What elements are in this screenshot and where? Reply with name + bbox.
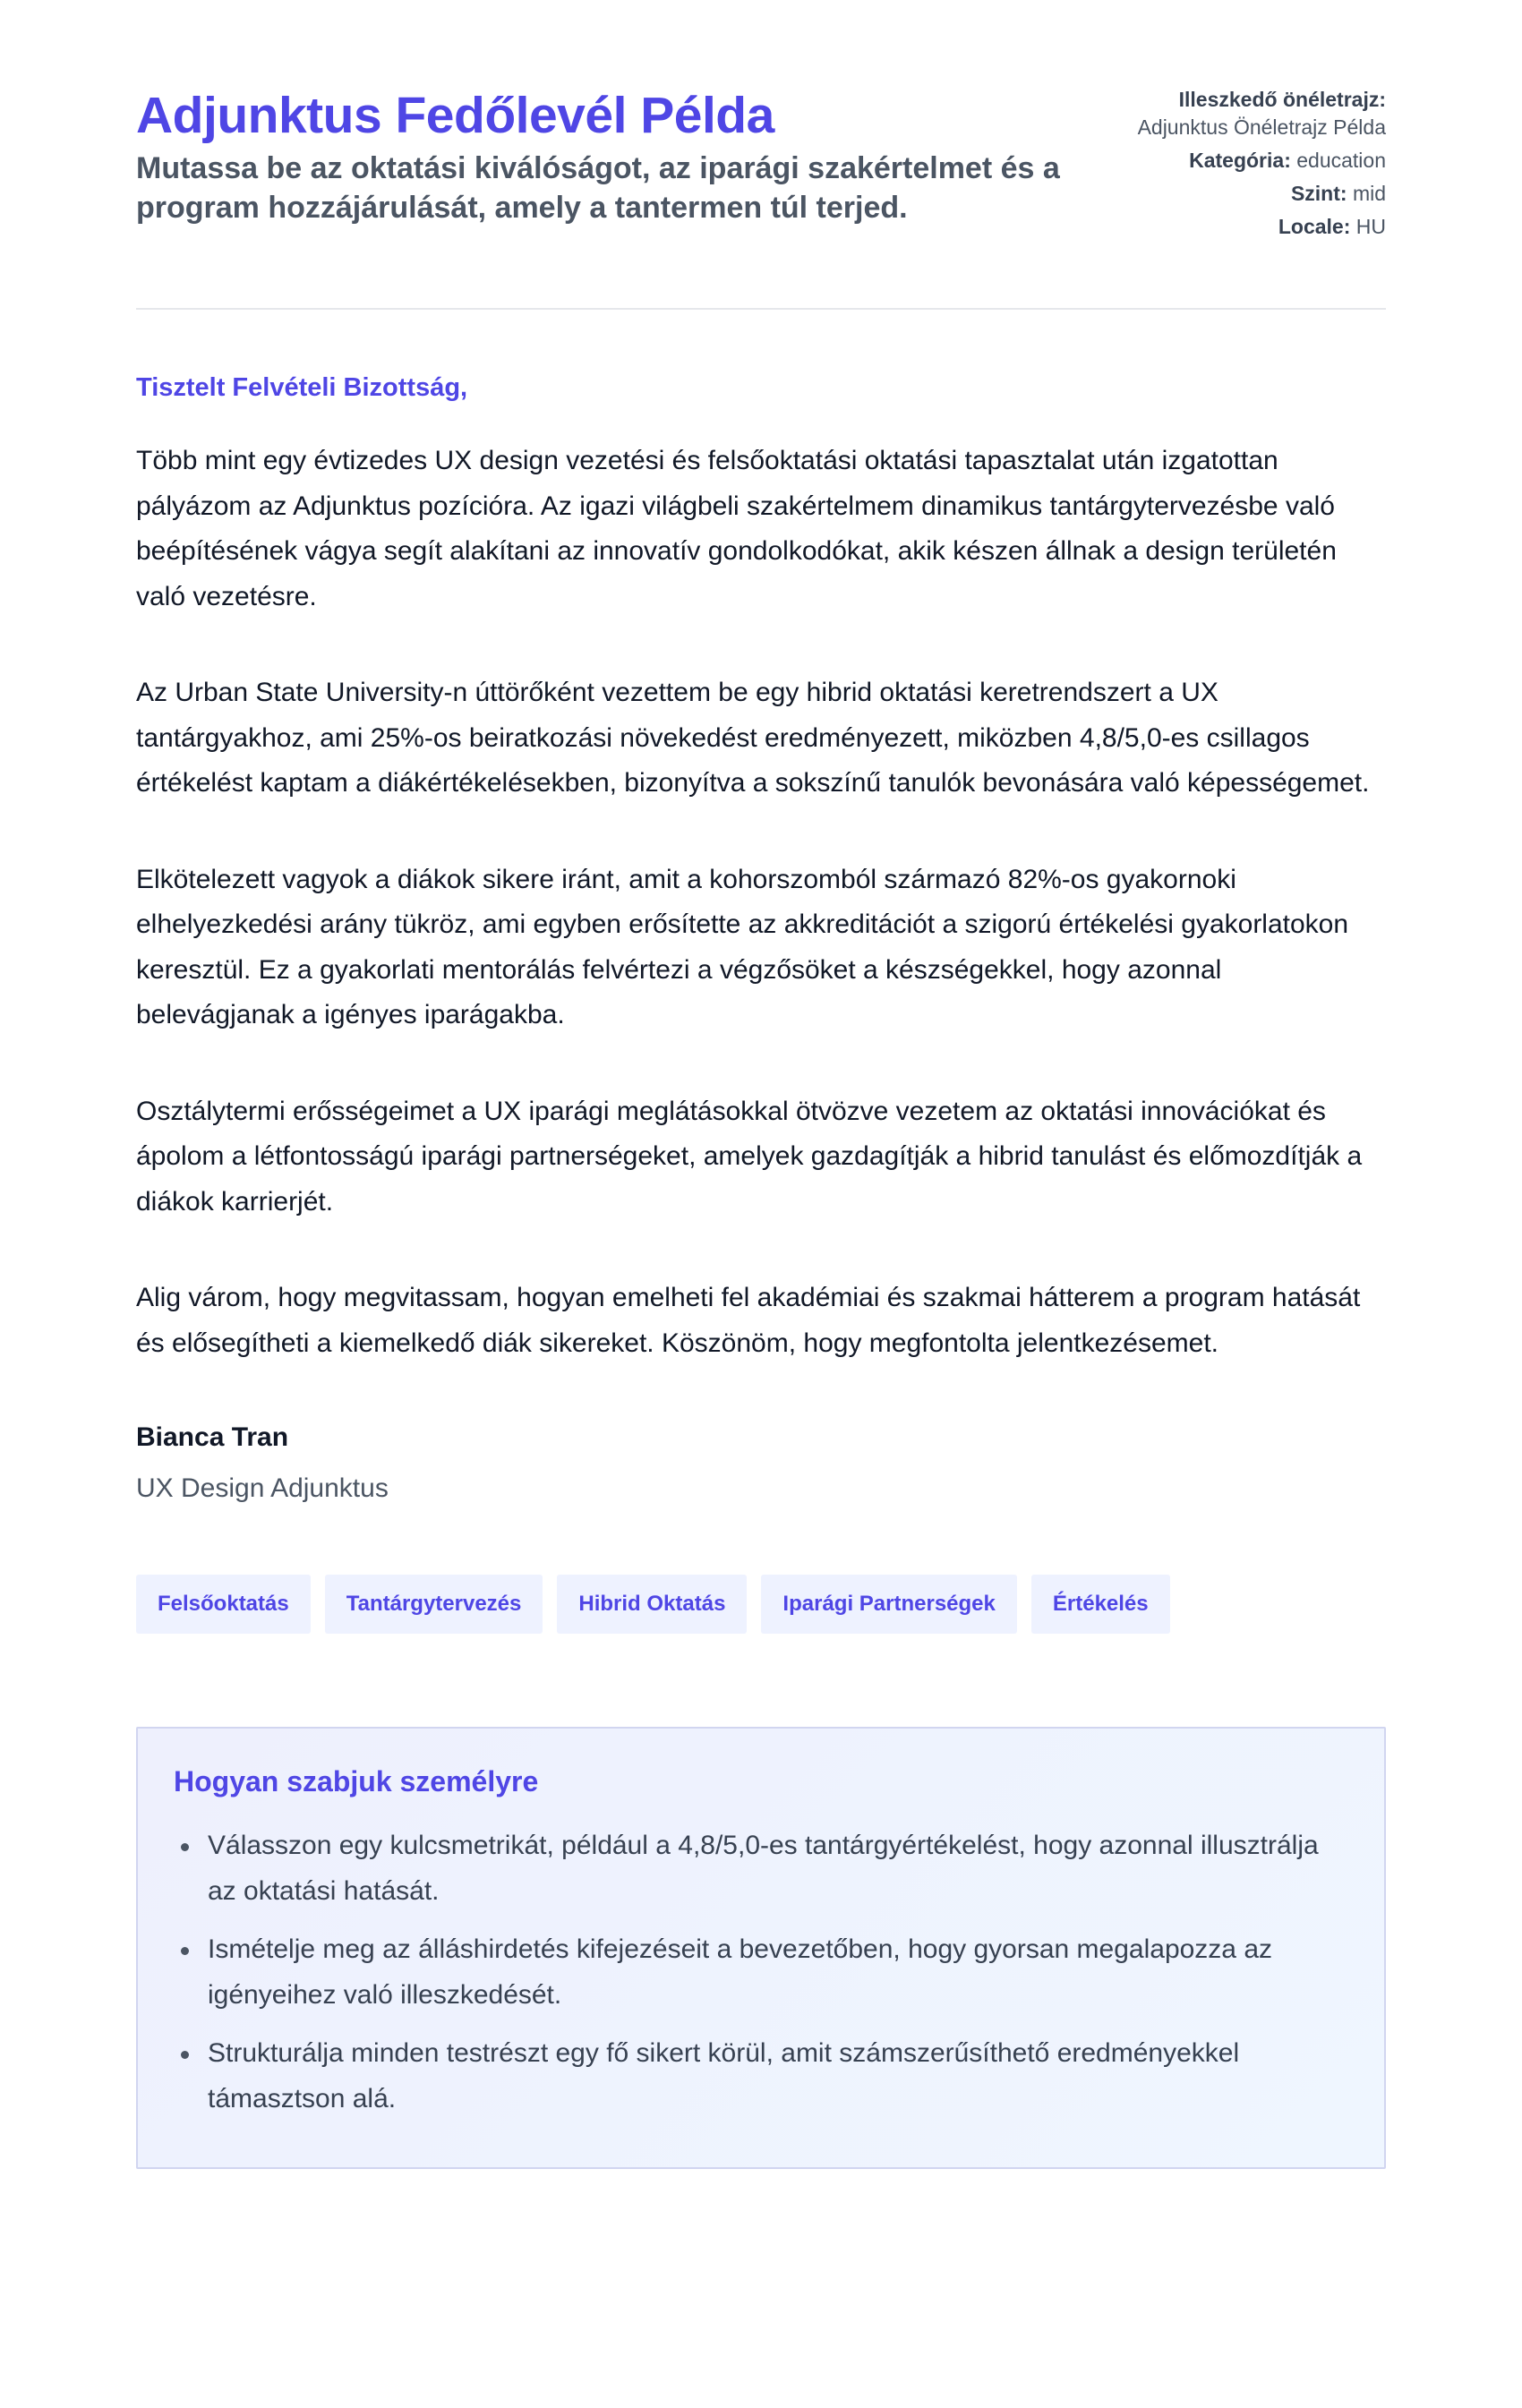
tag-chip[interactable]: Értékelés — [1031, 1575, 1170, 1634]
tips-title: Hogyan szabjuk személyre — [174, 1765, 539, 1797]
meta-resume — [1135, 86, 1386, 141]
tag-list — [136, 1575, 1386, 1634]
letter-paragraph: Alig várom, hogy megvitassam, hogyan emelheti fel akadémiai és szakmai hátterem a program hatását és elősegítheti a kiemelkedő diák sikereket. Köszönöm, hogy megfontolta jelentkezésemet. — [136, 1283, 1361, 1358]
meta-level — [1135, 180, 1386, 208]
letter-paragraph: Elkötelezett vagyok a diákok sikere iránt, amit a kohorszomból származó 82%-os gyakornoki elhelyezkedési arány tükröz, ami egyben erősítette az akkreditációt a szigorú értékelési gyakorlatokon keresztül. Ez a gyakorlati mentorálás felvértezi a végzősöket a készségekkel, hogy azonnal belevágjanak a igényes iparágakba. — [136, 864, 1349, 1029]
letter-paragraph: Több mint egy évtizedes UX design vezetési és felsőoktatási oktatási tapasztalat után izgatottan pályázom az Adjunktus pozícióra. Az igazi világbeli szakértelmem dinamikus tantárgytervezésbe való beépítésének vágya segít alakítani az innovatív gondolkodókat, akik készen állnak a design területén való vezetésre. — [136, 446, 1337, 611]
letter-salutation: Tisztelt Felvételi Bizottság, — [136, 373, 468, 402]
tips-list — [174, 1823, 1348, 2122]
meta-locale-label: Locale: — [1278, 215, 1351, 238]
meta-category-value: education — [1296, 149, 1386, 172]
signature-name: Bianca Tran — [136, 1422, 289, 1452]
letter-paragraph: Osztálytermi erősségeimet a UX iparági meglátásokkal ötvözve vezetem az oktatási innovációkat és ápolom a létfontosságú iparági partnerségeket, amelyek gazdagítják a hibrid tanulást és előmozdítják a diákok karrierjét. — [136, 1096, 1363, 1217]
page-header — [136, 0, 1386, 310]
meta-locale — [1135, 213, 1386, 241]
tips-list-item: Válasszon egy kulcsmetrikát, például a 4,8/5,0-es tantárgyértékelést, hogy azonnal illusztrálja az oktatási hatását. — [174, 1823, 1348, 1914]
personalization-tips-box — [136, 1727, 1386, 2169]
meta-resume-label: Illeszkedő önéletrajz: — [1178, 88, 1386, 111]
meta-category-label: Kategória: — [1189, 149, 1291, 172]
tag-chip[interactable]: Felsőoktatás — [136, 1575, 311, 1634]
tag-chip[interactable]: Tantárgytervezés — [325, 1575, 543, 1634]
tips-list-item: Strukturálja minden testrészt egy fő sikert körül, amit számszerűsíthető eredményekkel támasztson alá. — [174, 2031, 1348, 2122]
tips-list-item: Ismételje meg az álláshirdetés kifejezéseit a bevezetőben, hogy gyorsan megalapozza az igényeihez való illeszkedését. — [174, 1927, 1348, 2018]
meta-locale-value: HU — [1355, 215, 1386, 238]
signature-title: UX Design Adjunktus — [136, 1473, 389, 1503]
letter-body — [136, 439, 1386, 1366]
page-subtitle: Mutassa be az oktatási kiválóságot, az iparági szakértelmet és a program hozzájárulását, amely a tantermen túl terjed. — [136, 151, 1060, 225]
tag-chip[interactable]: Iparági Partnerségek — [761, 1575, 1016, 1634]
page-title: Adjunktus Fedőlevél Példa — [136, 87, 774, 144]
tag-chip[interactable]: Hibrid Oktatás — [557, 1575, 747, 1634]
meta-level-label: Szint: — [1290, 182, 1347, 205]
meta-resume-link[interactable]: Adjunktus Önéletrajz Példa — [1137, 115, 1386, 139]
letter-paragraph: Az Urban State University-n úttörőként vezettem be egy hibrid oktatási keretrendszert a UX tantárgyakhoz, ami 25%-os beiratkozási növekedést eredményezett, miközben 4,8/5,0-es csillagos értékelést kaptam a diákértékelésekben, bizonyítva a sokszínű tanulók bevonására való képességemet. — [136, 678, 1370, 798]
meta-level-value: mid — [1352, 182, 1386, 205]
meta-panel — [1135, 86, 1386, 246]
meta-category — [1135, 147, 1386, 175]
